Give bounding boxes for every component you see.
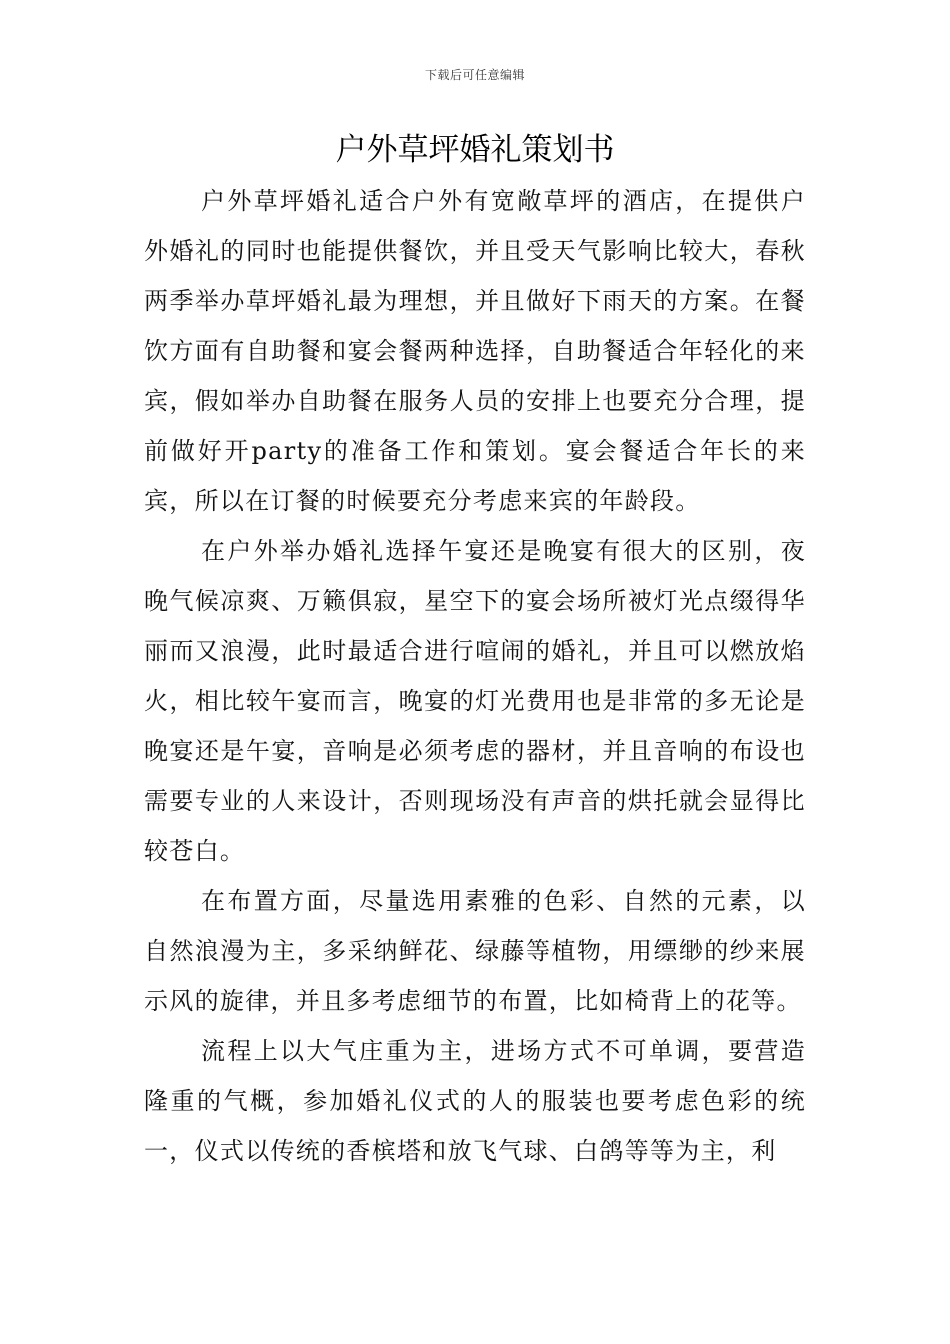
paragraph-ceremony-flow: 流程上以大气庄重为主，进场方式不可单调，要营造隆重的气概，参加婚礼仪式的人的服装也要考虑色彩的统一，仪式以传统的香槟塔和放飞气球、白鸽等等为主，利 (144, 1037, 806, 1165)
paragraph-lunch-vs-dinner: 在户外举办婚礼选择午宴还是晚宴有很大的区别，夜晚气候凉爽、万籁俱寂，星空下的宴会场所被灯光点缀得华丽而又浪漫，此时最适合进行喧闹的婚礼，并且可以燃放焰火，相比较午宴而言，晚宴的灯光费用也是非常的多无论是晚宴还是午宴，音响是必须考虑的器材，并且音响的布设也需要专业的人来设计，否则现场没有声音的烘托就会显得比较苍白。 (144, 537, 806, 865)
paragraph-venue-catering: 户外草坪婚礼适合户外有宽敞草坪的酒店，在提供户外婚礼的同时也能提供餐饮，并且受天气影响比较大，春秋两季举办草坪婚礼最为理想，并且做好下雨天的方案。在餐饮方面有自助餐和宴会餐两种选择，自助餐适合年轻化的来宾，假如举办自助餐在服务人员的安排上也要充分合理，提前做好开party的准备工作和策划。宴会餐适合年长的来宾，所以在订餐的时候要充分考虑来宾的年龄段。 (144, 187, 806, 515)
document-title: 户外草坪婚礼策划书 (335, 132, 615, 168)
paragraph-decoration: 在布置方面，尽量选用素雅的色彩、自然的元素，以自然浪漫为主，多采纳鲜花、绿藤等植物，用缥缈的纱来展示风的旋律，并且多考虑细节的布置，比如椅背上的花等。 (144, 887, 806, 1015)
document-body (144, 176, 806, 1176)
header-note: 下载后可任意编辑 (424, 68, 525, 82)
